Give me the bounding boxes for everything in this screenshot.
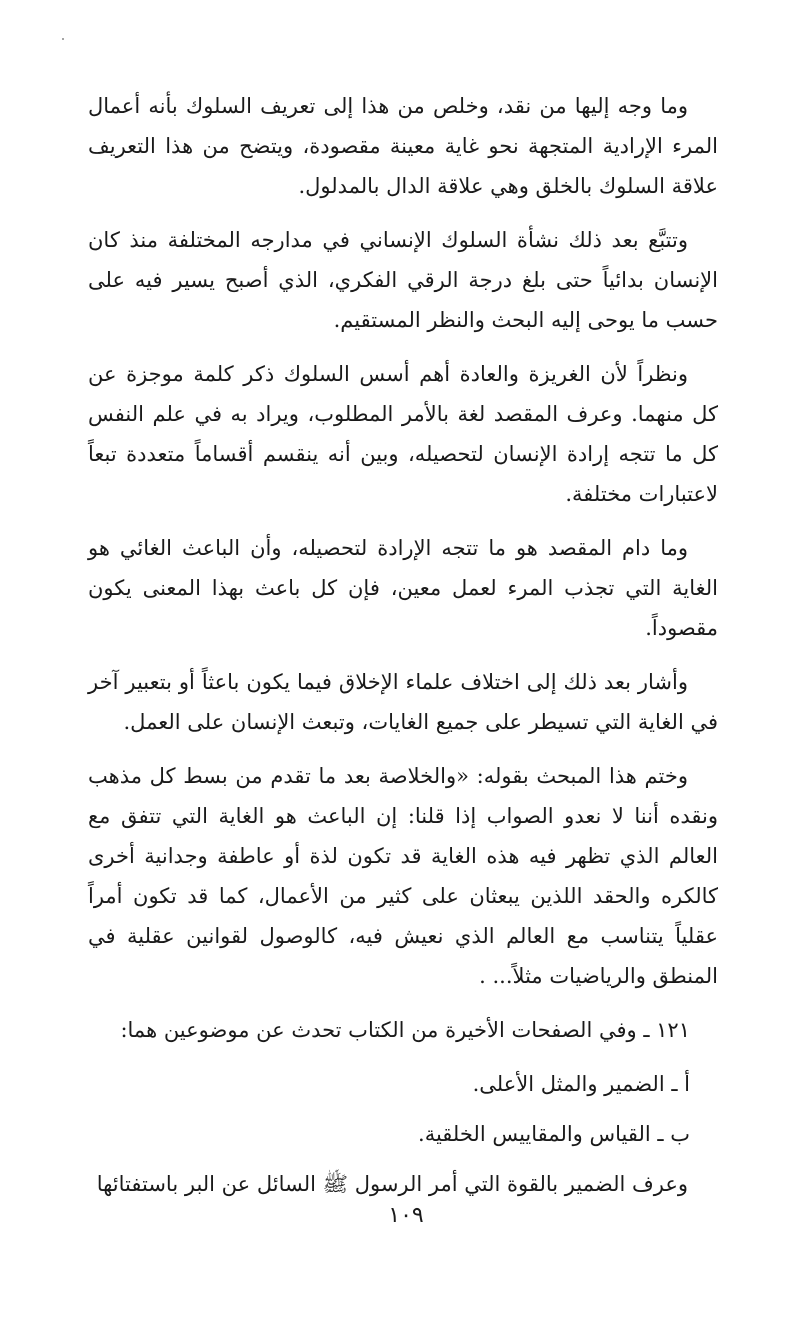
list-item-b: ب ـ القياس والمقاييس الخلقية.	[418, 1122, 690, 1146]
paragraph-6: وختم هذا المبحث بقوله: «والخلاصة بعد ما تقدم من بسط كل مذهب ونقده أننا لا نعدو الصواب إذا قلنا: إن الباعث هو الغاية التي تتفق مع العالم الذي تظهر فيه هذه الغاية قد تكون لذة أو عاطفة وجدانية أخرى كالكره والحقد اللذين يبعثان على كثير من الأعمال، كما قد تكون أمراً عقلياً يتناسب مع العالم الذي نعيش فيه، كالوصول لقوانين عقلية في المنطق والرياضيات مثلاً... .	[88, 764, 718, 988]
list-item-a: أ ـ الضمير والمثل الأعلى.	[472, 1072, 690, 1096]
paragraph-3: ونظراً لأن الغريزة والعادة أهم أسس السلوك ذكر كلمة موجزة عن كل منهما. وعرف المقصد لغة بالأمر المطلوب، ويراد به في علم النفس كل ما تتجه إرادة الإنسان لتحصيله، وبين أنه ينقسم أقساماً متعددة تبعاً لاعتبارات مختلفة.	[88, 362, 718, 506]
paragraph-5: وأشار بعد ذلك إلى اختلاف علماء الإخلاق فيما يكون باعثاً أو بتعبير آخر في الغاية التي تسيطر على جميع الغايات، وتبعث الإنسان على العمل.	[88, 670, 718, 734]
list-intro: ١٢١ ـ وفي الصفحات الأخيرة من الكتاب تحدث عن موضوعين هما:	[120, 1018, 690, 1042]
paragraph-4: وما دام المقصد هو ما تتجه الإرادة لتحصيله، وأن الباعث الغائي هو الغاية التي تجذب المرء لعمل معين، فإن كل باعث بهذا المعنى يكون مقصوداً.	[88, 536, 718, 640]
body-text	[88, 86, 718, 1218]
page-number: ١٠٩	[388, 1203, 424, 1228]
paragraph-2: وتتبَّع بعد ذلك نشأة السلوك الإنساني في مدارجه المختلفة منذ كان الإنسان بدائياً حتى بلغ درجة الرقي الفكري، الذي أصبح يسير فيه على حسب ما يوحى إليه البحث والنظر المستقيم.	[88, 228, 718, 332]
closing-paragraph: وعرف الضمير بالقوة التي أمر الرسول ﷺ السائل عن البر باستفتائها	[96, 1172, 688, 1196]
paragraph-1: وما وجه إليها من نقد، وخلص من هذا إلى تعريف السلوك بأنه أعمال المرء الإرادية المتجهة نحو غاية معينة مقصودة، ويتضح من هذا التعريف علاقة السلوك بالخلق وهي علاقة الدال بالمدلول.	[88, 94, 718, 198]
scan-speck	[62, 38, 64, 40]
